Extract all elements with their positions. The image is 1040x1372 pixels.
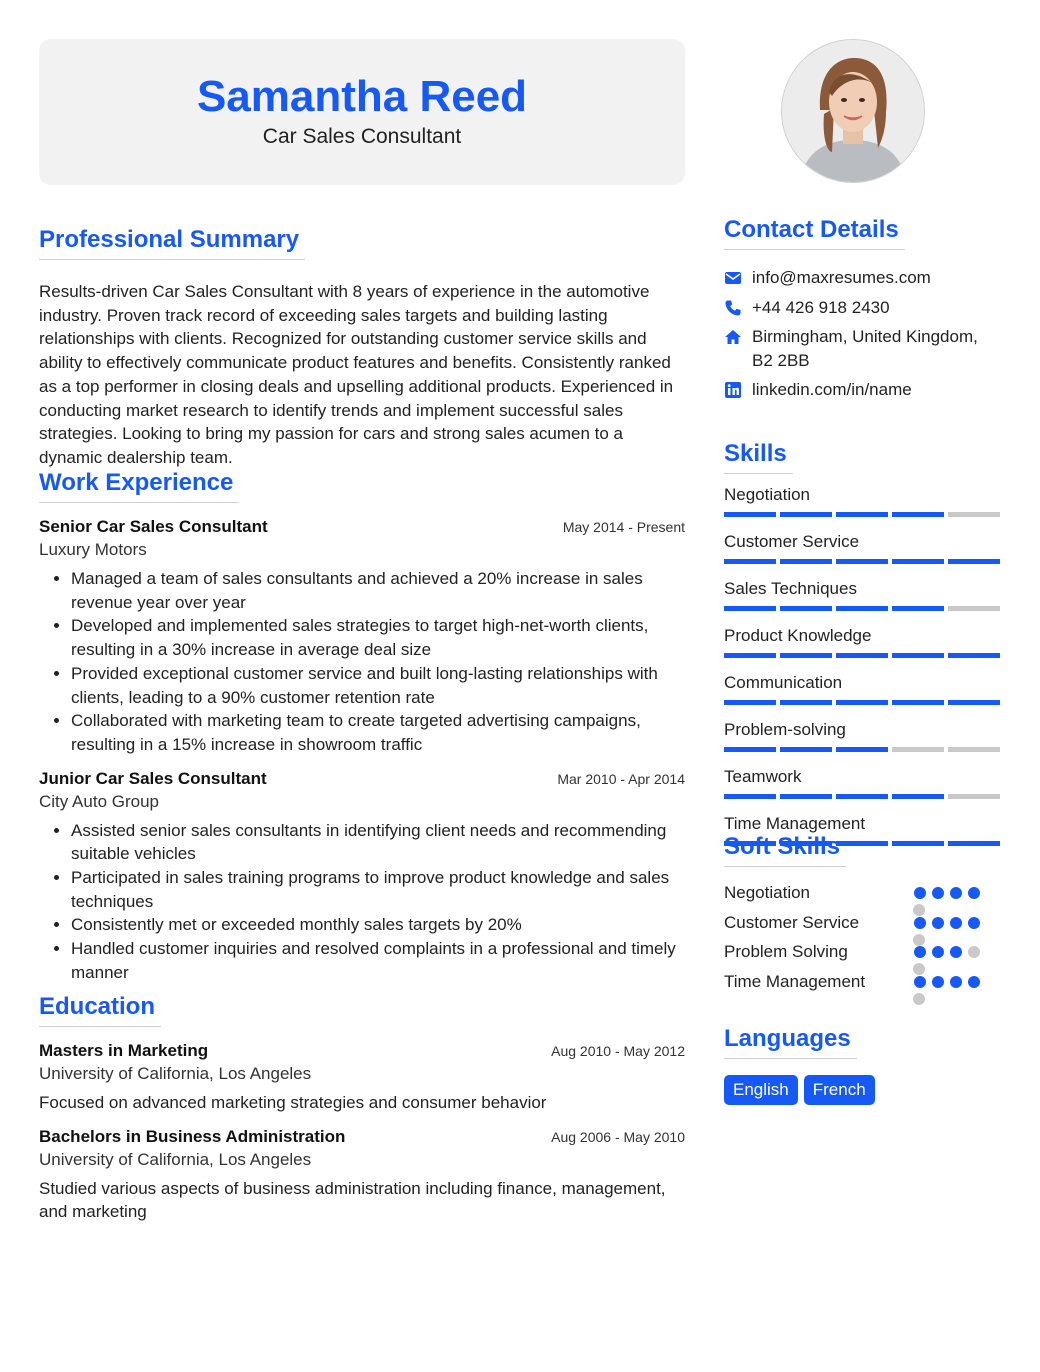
- soft-skills-list: [724, 883, 1000, 1002]
- rating-dot: [968, 946, 980, 958]
- skill-name: Sales Techniques: [724, 579, 857, 598]
- email-text: info@maxresumes.com: [752, 268, 931, 287]
- skill-level-segment: [892, 700, 944, 705]
- skill-item: [724, 484, 1000, 517]
- languages-section: [724, 1025, 1000, 1105]
- rating-dot: [950, 917, 962, 929]
- skill-level-segment: [780, 512, 832, 517]
- contact-section: [724, 216, 1000, 408]
- degree: Bachelors in Business Administration: [39, 1126, 346, 1146]
- skill-level-segment: [836, 606, 888, 611]
- skill-item: [724, 578, 1000, 611]
- language-tags: [724, 1075, 1000, 1105]
- skill-name: Communication: [724, 673, 843, 692]
- school: University of California, Los Angeles: [39, 1064, 312, 1083]
- skill-level-segment: [892, 747, 944, 752]
- skill-level-segment: [836, 653, 888, 658]
- language-tag: English: [724, 1075, 798, 1105]
- skill-level-segment: [948, 606, 1000, 611]
- job-bullet: • Participated in sales training programs to improve product knowledge and sales techniques: [71, 866, 685, 913]
- summary-text: Results-driven Car Sales Consultant with 8 years of experience in the automotive industry. Proven track record of exceeding sales targets and building lasting relationships with clients. Recognized for outstanding customer service skills and ability to effectively communicate product features and benefits. Consistently ranked as a top performer in closing deals and upselling additional products. Experienced in conducting market research to identify trends and implement successful sales strategies. Looking to bring my passion for cars and strong sales acumen to a dynamic dealership team.: [39, 282, 674, 467]
- skill-level-segment: [892, 606, 944, 611]
- soft-skill-name: Customer Service: [724, 912, 860, 932]
- skill-name: Problem-solving: [724, 720, 846, 739]
- contact-linkedin[interactable]: [724, 378, 1000, 402]
- experience-heading: Work Experience: [39, 469, 239, 503]
- rating-dot: [932, 946, 944, 958]
- soft-skill-rating: [914, 946, 980, 958]
- soft-skill-rating: [914, 976, 980, 988]
- soft-skill-item: [724, 942, 1000, 972]
- job-employer: City Auto Group: [39, 791, 160, 811]
- education-heading: Education: [39, 993, 161, 1027]
- soft-skill-name: Negotiation: [724, 883, 811, 902]
- soft-skill-name: Time Management: [724, 972, 866, 992]
- skills-list: [724, 484, 1000, 846]
- skills-heading: Skills: [724, 440, 793, 474]
- candidate-name: Samantha Reed: [196, 72, 528, 121]
- skill-name: Product Knowledge: [724, 626, 872, 645]
- skill-level-segment: [892, 653, 944, 658]
- skill-item: [724, 766, 1000, 799]
- skill-level-segment: [724, 747, 776, 752]
- job-title: Senior Car Sales Consultant: [39, 517, 268, 536]
- rating-dot: [913, 993, 925, 1005]
- skill-level-segment: [780, 559, 832, 564]
- skill-name: Teamwork: [724, 767, 802, 786]
- header-card: [39, 39, 685, 185]
- skill-level-segment: [948, 794, 1000, 799]
- skill-level-segment: [948, 653, 1000, 658]
- school: University of California, Los Angeles: [39, 1149, 312, 1169]
- phone-text: +44 426 918 2430: [752, 297, 890, 317]
- rating-dot: [968, 887, 980, 899]
- soft-skill-name: Problem Solving: [724, 942, 848, 962]
- rating-dot: [968, 917, 980, 929]
- skill-level-bar: [724, 653, 1000, 658]
- skill-level-bar: [724, 794, 1000, 799]
- rating-dot: [932, 917, 944, 929]
- job-bullet: • Managed a team of sales consultants and achieved a 20% increase in sales revenue year over year: [71, 567, 685, 614]
- skill-item: [724, 719, 1000, 752]
- skill-item: [724, 625, 1000, 658]
- skill-level-segment: [836, 747, 888, 752]
- soft-skill-item: [724, 913, 1000, 943]
- education-description: Focused on advanced marketing strategies and consumer behavior: [39, 1093, 547, 1112]
- address-text: Birmingham, United Kingdom, B2 2BB: [752, 327, 978, 370]
- skill-level-segment: [892, 794, 944, 799]
- rating-dot: [968, 976, 980, 988]
- soft-skill-rating: [914, 917, 980, 929]
- languages-heading: Languages: [724, 1025, 857, 1059]
- rating-dot: [932, 887, 944, 899]
- job-bullet: • Consistently met or exceeded monthly sales targets by 20%: [71, 913, 685, 937]
- education-date: Aug 2006 - May 2010: [551, 1128, 685, 1145]
- skill-level-segment: [892, 559, 944, 564]
- education-section: [39, 993, 685, 1224]
- skill-level-segment: [724, 794, 776, 799]
- rating-dot: [950, 976, 962, 988]
- home-icon: [724, 328, 742, 346]
- experience-section: [39, 469, 685, 985]
- skill-level-segment: [780, 606, 832, 611]
- job-date: May 2014 - Present: [562, 519, 685, 535]
- job-bullets: [39, 567, 685, 757]
- job-employer: Luxury Motors: [39, 540, 147, 559]
- contact-email[interactable]: [724, 266, 1000, 290]
- candidate-title: Car Sales Consultant: [262, 125, 462, 148]
- profile-photo: [781, 39, 925, 183]
- degree: Masters in Marketing: [39, 1041, 209, 1060]
- contact-address: [724, 325, 1000, 372]
- skill-level-bar: [724, 700, 1000, 705]
- rating-dot: [914, 887, 926, 899]
- skill-level-segment: [892, 512, 944, 517]
- education-entry: [39, 1041, 685, 1115]
- job-title: Junior Car Sales Consultant: [39, 768, 267, 788]
- soft-skill-item: [724, 972, 1000, 1002]
- skill-name: Time Management: [724, 814, 866, 833]
- skill-level-bar: [724, 747, 1000, 752]
- job-bullets: [39, 819, 685, 985]
- portrait-illustration: [782, 40, 924, 182]
- education-description: Studied various aspects of business administration including finance, management, and marketing: [39, 1178, 666, 1222]
- skill-level-segment: [724, 606, 776, 611]
- contact-heading: Contact Details: [724, 216, 905, 250]
- skill-level-segment: [836, 794, 888, 799]
- summary-heading: Professional Summary: [39, 226, 305, 260]
- soft-skills-heading: Soft Skills: [724, 833, 846, 867]
- skill-level-segment: [948, 747, 1000, 752]
- soft-skills-section: [724, 833, 1000, 1002]
- contact-phone[interactable]: [724, 296, 1000, 320]
- skill-level-segment: [724, 559, 776, 564]
- skill-name: Customer Service: [724, 532, 860, 551]
- skill-level-bar: [724, 512, 1000, 517]
- education-date: Aug 2010 - May 2012: [551, 1043, 685, 1059]
- skill-item: [724, 531, 1000, 564]
- summary-section: [39, 226, 685, 470]
- skill-level-segment: [836, 700, 888, 705]
- job-date: Mar 2010 - Apr 2014: [557, 770, 685, 787]
- job-bullet: • Handled customer inquiries and resolved complaints in a professional and timely manner: [71, 937, 685, 984]
- skill-level-segment: [780, 794, 832, 799]
- soft-skill-rating: [914, 887, 980, 899]
- skill-level-segment: [724, 512, 776, 517]
- job-bullet: • Provided exceptional customer service and built long-lasting relationships with clients, leading to a 90% customer retention rate: [71, 662, 685, 709]
- envelope-icon: [724, 269, 742, 287]
- skill-level-bar: [724, 606, 1000, 611]
- language-tag: French: [804, 1075, 875, 1105]
- education-entry: [39, 1127, 685, 1224]
- skill-level-segment: [780, 747, 832, 752]
- skill-item: [724, 672, 1000, 705]
- rating-dot: [914, 946, 926, 958]
- skill-level-segment: [948, 512, 1000, 517]
- skill-level-bar: [724, 559, 1000, 564]
- rating-dot: [932, 976, 944, 988]
- rating-dot: [950, 946, 962, 958]
- skill-level-segment: [836, 512, 888, 517]
- job-bullet: • Developed and implemented sales strategies to target high-net-worth clients, resulting in a 30% increase in average deal size: [71, 614, 685, 661]
- skill-level-segment: [724, 653, 776, 658]
- skill-name: Negotiation: [724, 485, 811, 504]
- rating-dot: [914, 917, 926, 929]
- job-entry: [39, 769, 685, 985]
- skill-level-segment: [724, 700, 776, 705]
- linkedin-text: linkedin.com/in/name: [752, 380, 912, 399]
- rating-dot: [914, 976, 926, 988]
- job-bullet: • Collaborated with marketing team to create targeted advertising campaigns, resulting in a 15% increase in showroom traffic: [71, 709, 685, 756]
- skill-level-segment: [836, 559, 888, 564]
- soft-skill-item: [724, 883, 1000, 913]
- skill-level-segment: [780, 700, 832, 705]
- job-bullet: • Assisted senior sales consultants in identifying client needs and recommending suitable vehicles: [71, 819, 685, 866]
- rating-dot: [950, 887, 962, 899]
- job-entry: [39, 517, 685, 757]
- skill-level-segment: [948, 700, 1000, 705]
- linkedin-icon: [724, 381, 742, 399]
- skills-section: [724, 440, 1000, 860]
- phone-icon: [724, 299, 742, 317]
- skill-level-segment: [780, 653, 832, 658]
- skill-level-segment: [948, 559, 1000, 564]
